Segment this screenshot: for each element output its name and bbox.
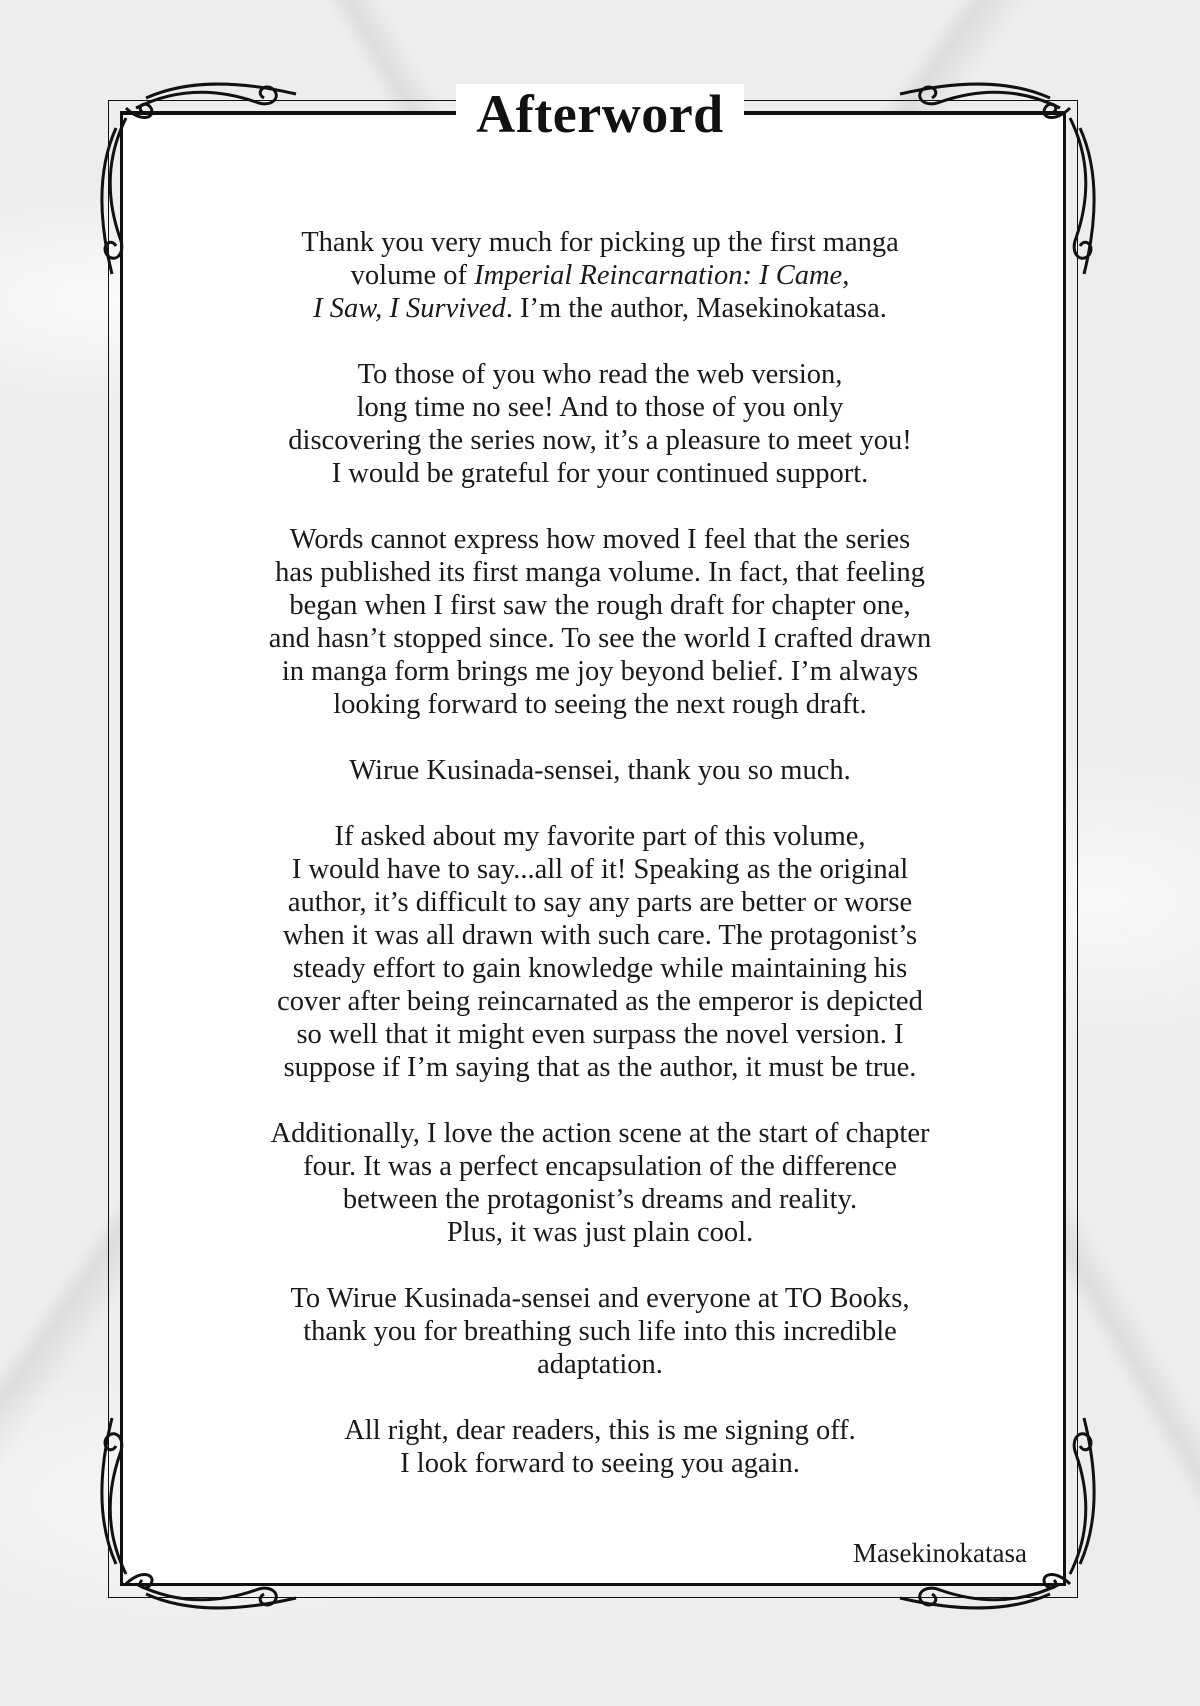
paragraph-thanks xyxy=(170,226,1030,325)
paragraph-thanks-artist: Wirue Kusinada-sensei, thank you so much. xyxy=(349,755,851,786)
paragraph-favorite-part: If asked about my favorite part of this volume, I would have to say...all of it! Speaking as the original author, it’s difficult to say any parts are better or worse when it was all drawn with such care. The protagonist’s steady effort to gain knowledge while maintaining his cover after being reincarnated as the emperor is depicted so well that it might even surpass the novel version. I suppose if I’m saying that as the author, it must be true. xyxy=(277,821,923,1083)
paragraph-thanks-publisher: To Wirue Kusinada-sensei and everyone at TO Books, thank you for breathing such life into this incredible adaptation. xyxy=(290,1283,910,1380)
paragraph-moved: Words cannot express how moved I feel that the series has published its first manga volume. In fact, that feeling began when I first saw the rough draft for chapter one, and hasn’t stopped since. To see the world I crafted drawn in manga form brings me joy beyond belief. I’m always looking forward to seeing the next rough draft. xyxy=(268,524,932,720)
paragraph-text: . I’m the author, Masekinokatasa. xyxy=(505,293,887,324)
title-wrap xyxy=(0,84,1200,144)
paragraph-text: Thank you very much for picking up the first manga volume of xyxy=(301,227,899,291)
page-title: Afterword xyxy=(456,84,743,144)
signature: Masekinokatasa xyxy=(853,1538,1027,1568)
book-title-italic: Imperial Reincarnation: I Came, I Saw, I Survived xyxy=(313,260,850,324)
paragraph-greeting: To those of you who read the web version, long time no see! And to those of you only discovering the series now, it’s a pleasure to meet you! I would be grateful for your continued support. xyxy=(288,359,912,489)
paragraph-action-scene: Additionally, I love the action scene at the start of chapter four. It was a perfect encapsulation of the difference between the protagonist’s dreams and reality. Plus, it was just plain cool. xyxy=(270,1118,930,1248)
afterword-body xyxy=(170,226,1030,1513)
paragraph-signing-off: All right, dear readers, this is me signing off. I look forward to seeing you again. xyxy=(344,1415,856,1479)
